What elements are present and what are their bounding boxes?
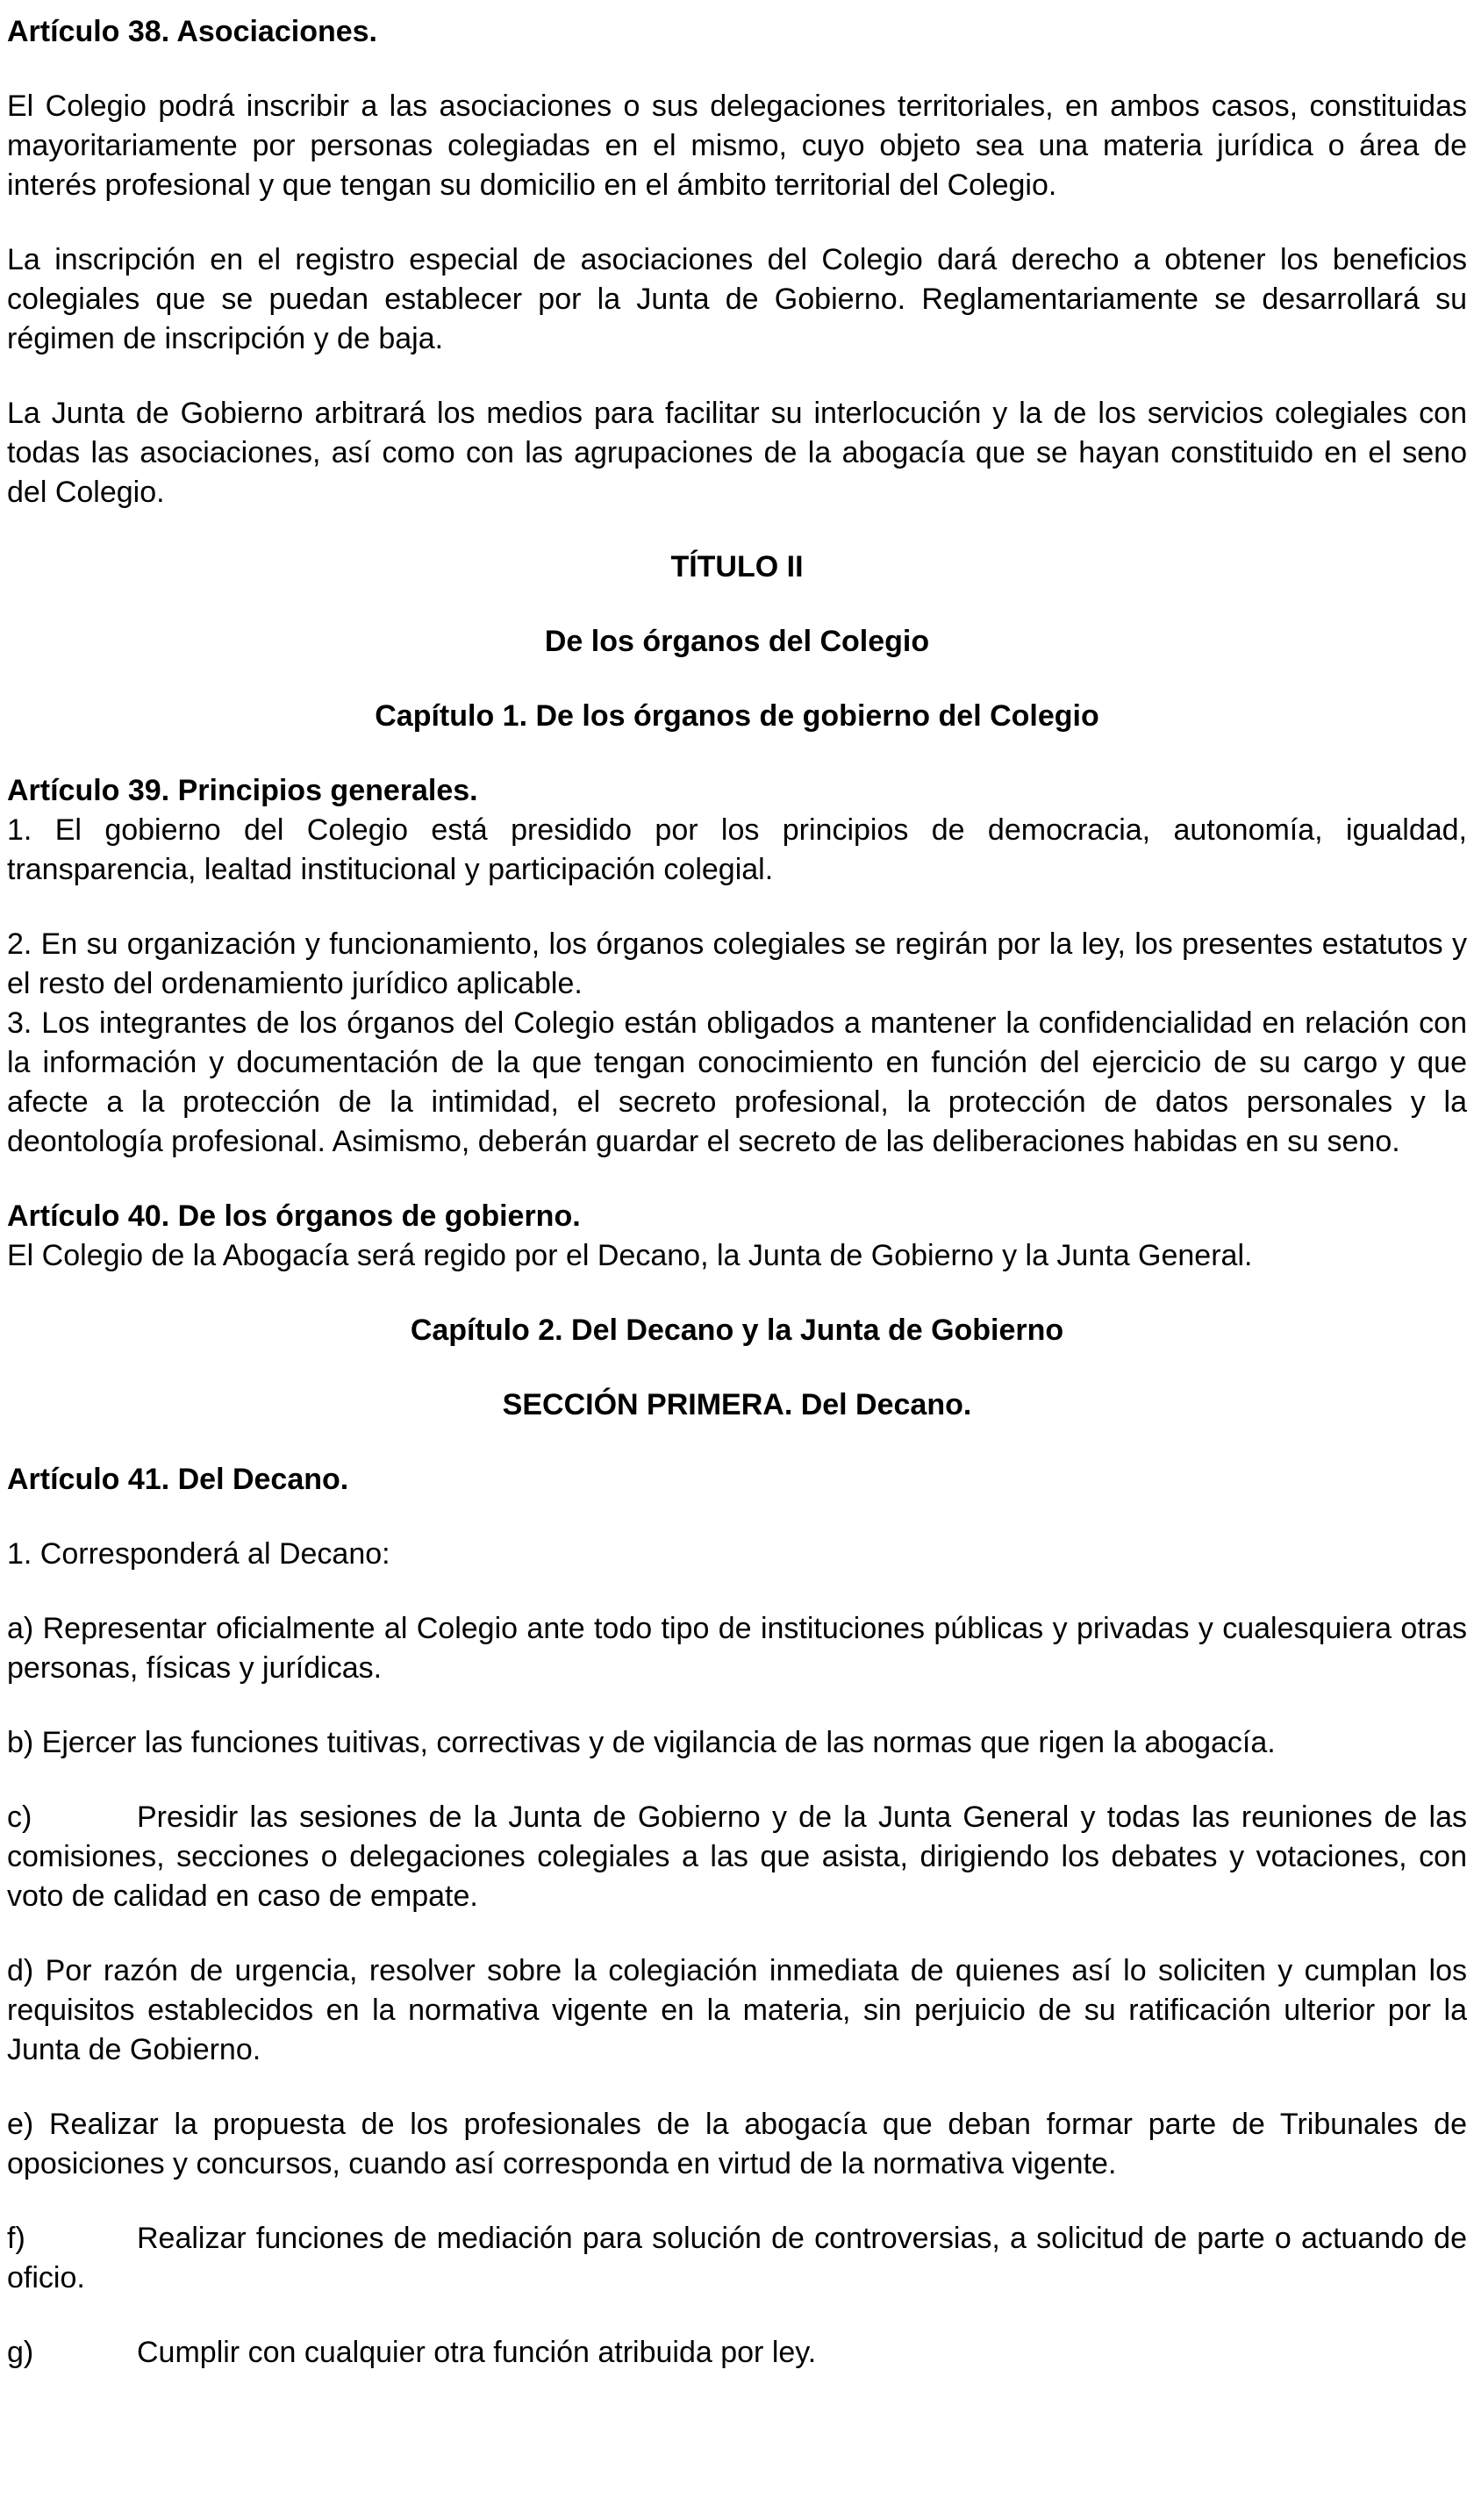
article-41-intro: 1. Corresponderá al Decano: xyxy=(7,1537,390,1571)
article-38-paragraph-1: El Colegio podrá inscribir a las asociaciones o sus delegaciones territoriales, en ambos casos, constituidas mayoritariamente por personas colegiadas en el mismo, cuyo objeto sea una materia jurídica o área de interés profesional y que tengan su domicilio en el ámbito territorial del Colegio. xyxy=(7,89,1467,202)
capitulo-1-heading: Capítulo 1. De los órganos de gobierno del Colegio xyxy=(375,699,1099,733)
article-41-item-g-text: Cumplir con cualquier otra función atribuida por ley. xyxy=(137,2336,817,2369)
article-39-item-3: 3. Los integrantes de los órganos del Colegio están obligados a mantener la confidencialidad en relación con la información y documentación de la que tengan conocimiento en función del ejercicio de su cargo y que afecte a la protección de la intimidad, el secreto profesional, la protección de datos personales y la deontología profesional. Asimismo, deberán guardar el secreto de las deliberaciones habidas en su seno. xyxy=(7,1006,1467,1158)
article-41-item-b: b) Ejercer las funciones tuitivas, correctivas y de vigilancia de las normas que rigen la abogacía. xyxy=(7,1726,1276,1759)
article-41-item-c-text: Presidir las sesiones de la Junta de Gobierno y de la Junta General y todas las reuniones de las comisiones, secciones o delegaciones colegiales a las que asista, dirigiendo los debates y votaciones, con voto de calidad en caso de empate. xyxy=(7,1801,1467,1913)
article-38-paragraph-3: La Junta de Gobierno arbitrará los medios para facilitar su interlocución y la de los servicios colegiales con todas las asociaciones, así como con las agrupaciones de la abogacía que se hayan constituido en el seno del Colegio. xyxy=(7,397,1467,509)
article-41-item-f xyxy=(7,2219,1467,2298)
article-41-item-c xyxy=(7,1798,1467,1916)
article-41-item-g-label: g) xyxy=(7,2336,34,2369)
article-41-item-f-text: Realizar funciones de mediación para solución de controversias, a solicitud de parte o actuando de oficio. xyxy=(7,2222,1467,2294)
article-39-heading: Artículo 39. Principios generales. xyxy=(7,774,478,807)
article-40-heading: Artículo 40. De los órganos de gobierno. xyxy=(7,1199,581,1233)
article-41-item-c-label: c) xyxy=(7,1801,32,1834)
seccion-primera-heading: SECCIÓN PRIMERA. Del Decano. xyxy=(502,1388,972,1421)
article-38-paragraph-2: La inscripción en el registro especial de asociaciones del Colegio dará derecho a obtener los beneficios colegiales que se puedan establecer por la Junta de Gobierno. Reglamentariamente se desarrollará su régimen de inscripción y de baja. xyxy=(7,243,1467,355)
article-41-item-e: e) Realizar la propuesta de los profesionales de la abogacía que deban formar parte de Tribunales de oposiciones y concursos, cuando así corresponda en virtud de la normativa vigente. xyxy=(7,2108,1467,2180)
organos-colegio-heading: De los órganos del Colegio xyxy=(544,625,930,658)
article-40-paragraph: El Colegio de la Abogacía será regido por el Decano, la Junta de Gobierno y la Junta General. xyxy=(7,1239,1253,1272)
capitulo-2-heading: Capítulo 2. Del Decano y la Junta de Gobierno xyxy=(410,1314,1064,1347)
article-41-item-g xyxy=(7,2333,1467,2373)
article-41-heading: Artículo 41. Del Decano. xyxy=(7,1463,349,1496)
article-41-item-d: d) Por razón de urgencia, resolver sobre la colegiación inmediata de quienes así lo soliciten y cumplan los requisitos establecidos en la normativa vigente en la materia, sin perjuicio de su ratificación ulterior por la Junta de Gobierno. xyxy=(7,1954,1467,2066)
article-39-item-2: 2. En su organización y funcionamiento, los órganos colegiales se regirán por la ley, los presentes estatutos y el resto del ordenamiento jurídico aplicable. xyxy=(7,927,1467,1000)
article-41-item-a: a) Representar oficialmente al Colegio ante todo tipo de instituciones públicas y privadas y cualesquiera otras personas, físicas y jurídicas. xyxy=(7,1612,1467,1685)
article-39-item-1: 1. El gobierno del Colegio está presidido por los principios de democracia, autonomía, igualdad, transparencia, lealtad institucional y participación colegial. xyxy=(7,813,1467,886)
titulo-ii-heading: TÍTULO II xyxy=(670,550,804,583)
article-38-heading: Artículo 38. Asociaciones. xyxy=(7,15,377,48)
article-41-item-f-label: f) xyxy=(7,2222,25,2255)
